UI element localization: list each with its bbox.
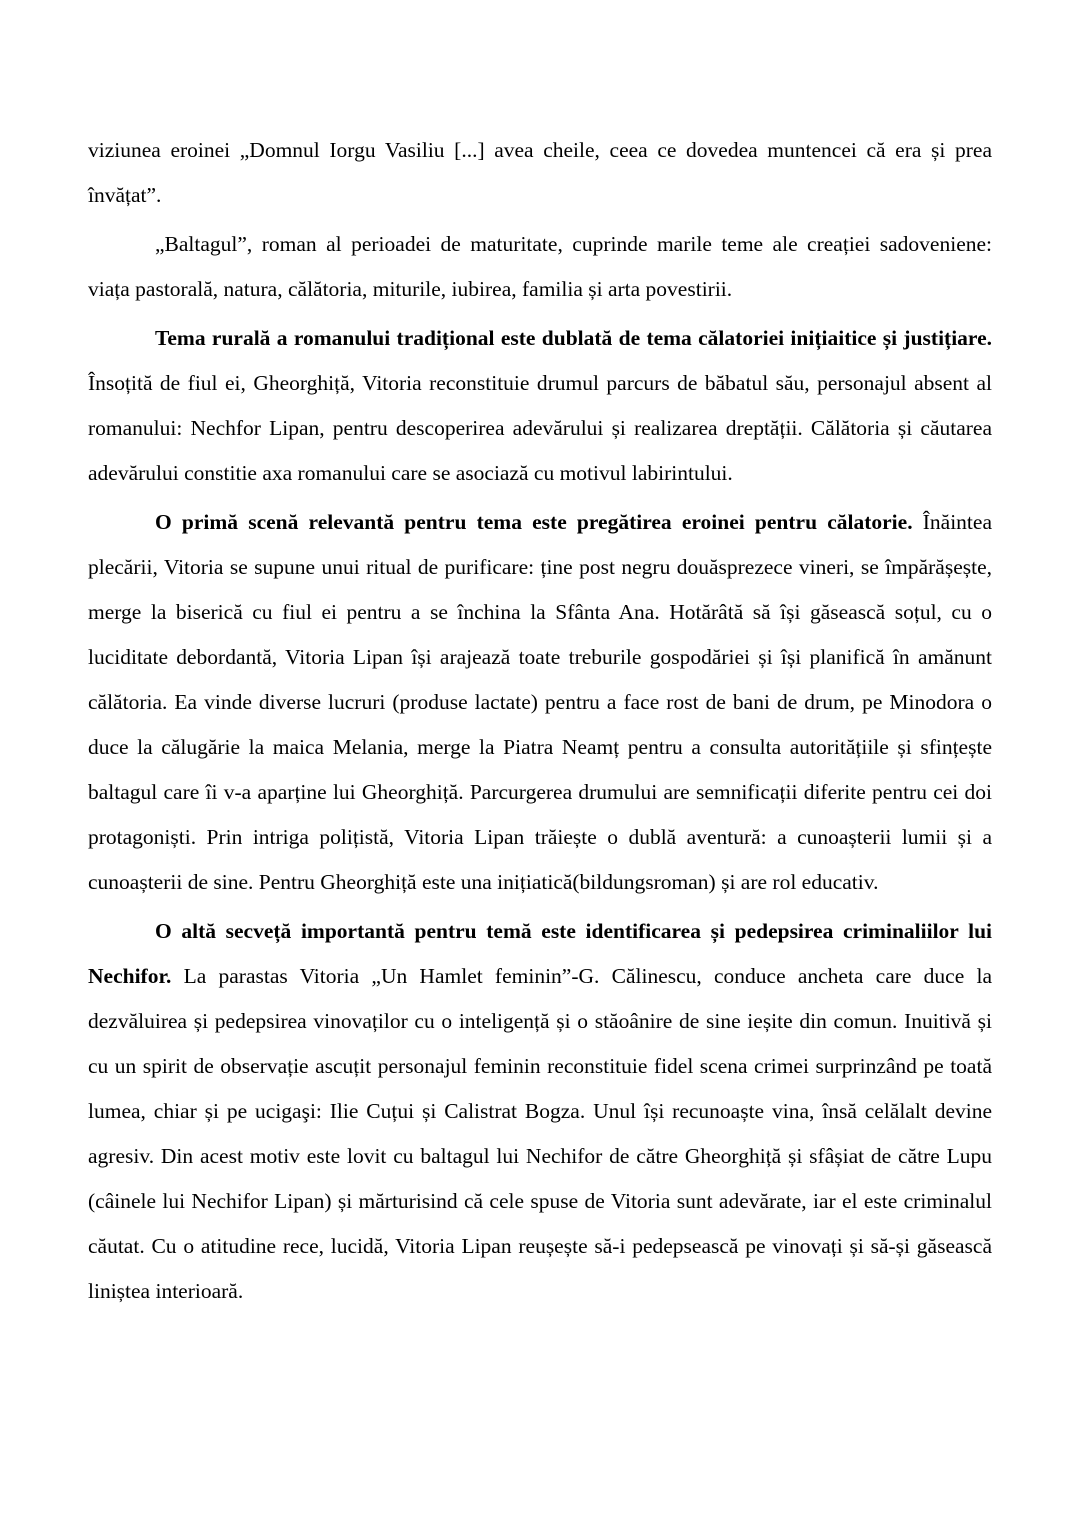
paragraph xyxy=(88,222,992,312)
paragraph-text: Înăintea plecării, Vitoria se supune unui ritual de purificare: ține post negru douăsprezece vineri, se împărășește, merge la biserică cu fiul ei pentru a se închina la Sfânta Ana. Hotărâtă să își găsească soțul, cu o luciditate debordantă, Vitoria Lipan își arajează toate treburile gospodăriei și își planifică în amănunt călătoria. Ea vinde diverse lucruri (produse lactate) pentru a face rost de bani de drum, pe Minodora o duce la călugărie la maica Melania, merge la Piatra Neamț pentru a consulta autoritățiile și sfințește baltagul care îi v-a aparține lui Gheorghiță. Parcurgerea drumului are semnificații diferite pentru cei doi protagoniști. Prin intriga polițistă, Vitoria Lipan trăiește o dublă aventură: a cunoașterii lumii și a cunoașterii de sine. Pentru Gheorghiță este una inițiatică(bildungsroman) și are rol educativ. xyxy=(88,510,992,894)
paragraph xyxy=(88,316,992,496)
paragraph-text: La parastas Vitoria „Un Hamlet feminin”-G. Călinescu, conduce ancheta care duce la dezvăluirea și pedepsirea vinovaților cu o inteligență și o stăoânire de sine ieșite din comun. Inuitivă și cu un spirit de observație ascuțit personajul feminin reconstituie fidel scena crimei surprinzând pe toată lumea, chiar și pe ucigaşi: Ilie Cuțui și Calistrat Bogza. Unul își recunoaște vina, însă celălalt devine agresiv. Din acest motiv este lovit cu baltagul lui Nechifor de către Gheorghiță și sfâșiat de către Lupu (câinele lui Nechifor Lipan) și mărturisind că cele spuse de Vitoria sunt adevărate, iar el este criminalul căutat. Cu o atitudine rece, lucidă, Vitoria Lipan reușește să-i pedepsească pe vinovați și să-și găsească liniștea interioară. xyxy=(88,964,992,1303)
paragraph-text: Însoțită de fiul ei, Gheorghiță, Vitoria reconstituie drumul parcurs de băbatul său, personajul absent al romanului: Nechfor Lipan, pentru descoperirea adevărului și realizarea dreptății. Călătoria și căutarea adevărului constitie axa romanului care se asociază cu motivul labirintului. xyxy=(88,371,992,485)
paragraph-lead: O altă secveță importantă pentru temă este identificarea și pedepsirea criminaliilor lui Nechifor. xyxy=(88,919,992,988)
paragraph xyxy=(88,500,992,905)
paragraph-text: „Baltagul”, roman al perioadei de maturitate, cuprinde marile teme ale creației sadoveniene: viața pastorală, natura, călătoria, miturile, iubirea, familia și arta povestirii. xyxy=(88,232,992,301)
paragraph-lead: O primă scenă relevantă pentru tema este pregătirea eroinei pentru călatorie. xyxy=(155,510,913,534)
paragraph xyxy=(88,128,992,218)
document-body xyxy=(88,128,992,1314)
paragraph xyxy=(88,909,992,1314)
paragraph-text: viziunea eroinei „Domnul Iorgu Vasiliu [...] avea cheile, ceea ce dovedea muntencei că era și prea învățat”. xyxy=(88,138,992,207)
paragraph-lead: Tema rurală a romanului tradițional este dublată de tema călatoriei inițiaitice și justițiare. xyxy=(155,326,992,350)
